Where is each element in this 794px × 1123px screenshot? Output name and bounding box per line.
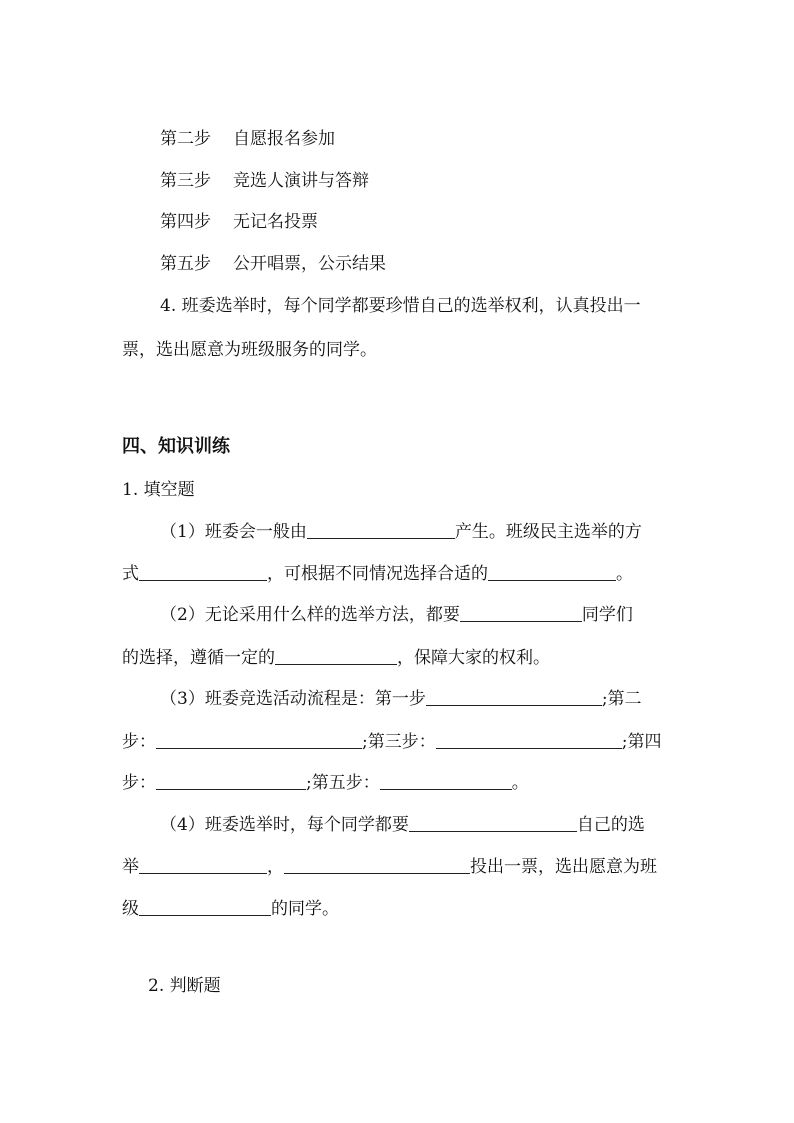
question-text: 式	[122, 564, 139, 584]
question-text: 产生。班级民主选举的方	[454, 522, 642, 542]
answer-blank[interactable]	[156, 773, 306, 790]
subsection-title: 2. 判断题	[148, 976, 221, 996]
paragraph-line: 票，选出愿意为班级服务的同学。	[122, 340, 377, 360]
question-line	[122, 648, 550, 667]
question-text: 。	[511, 773, 529, 793]
step-label: 第二步	[160, 129, 211, 149]
question-text: ，可根据不同情况选择合适的	[267, 564, 488, 584]
answer-blank[interactable]	[307, 522, 455, 539]
question-text: ，保障大家的权利。	[397, 648, 550, 668]
question-text: 投出一票，选出愿意为班	[470, 857, 657, 877]
question-line	[160, 522, 642, 541]
section-heading: 四、知识训练	[122, 436, 230, 457]
question-text: ;第五步：	[306, 773, 380, 793]
answer-blank[interactable]	[488, 564, 616, 581]
question-line	[160, 605, 633, 624]
question-text: ;第二	[601, 689, 642, 709]
question-text: （4）班委选举时，每个同学都要	[160, 815, 409, 835]
question-line	[122, 899, 339, 918]
question-text: 的选择，遵循一定的	[122, 648, 275, 668]
question-text: 同学们	[581, 605, 633, 625]
question-text: 自己的选	[576, 815, 645, 835]
question-text: （3）班委竞选活动流程是：第一步	[160, 689, 426, 709]
answer-blank[interactable]	[409, 815, 577, 832]
paragraph-line: 4. 班委选举时，每个同学都要珍惜自己的选举权利，认真投出一	[160, 296, 641, 316]
step-item	[160, 173, 369, 190]
question-text: 。	[616, 564, 633, 584]
step-item	[160, 131, 335, 148]
question-text: 级	[122, 899, 139, 919]
step-label: 第五步	[160, 254, 211, 274]
question-text: ，	[267, 857, 284, 877]
question-line	[160, 689, 642, 708]
question-text: ;第三步：	[362, 732, 436, 752]
question-text: ;第四	[621, 732, 662, 752]
question-text: 的同学。	[271, 899, 339, 919]
answer-blank[interactable]	[436, 732, 622, 749]
answer-blank[interactable]	[284, 857, 470, 874]
step-label: 第四步	[160, 212, 211, 232]
answer-blank[interactable]	[460, 605, 582, 622]
answer-blank[interactable]	[380, 773, 512, 790]
step-text: 公开唱票，公示结果	[233, 254, 386, 274]
question-line	[122, 857, 657, 876]
question-text: 步：	[122, 773, 156, 793]
question-text: 步：	[122, 732, 156, 752]
question-line	[122, 773, 529, 792]
question-line	[122, 564, 633, 583]
question-text: 举	[122, 857, 139, 877]
question-line	[122, 732, 661, 751]
answer-blank[interactable]	[156, 732, 362, 749]
step-text: 竞选人演讲与答辩	[233, 171, 369, 191]
question-text: （2）无论采用什么样的选举方法，都要	[160, 605, 460, 625]
step-item	[160, 214, 318, 231]
answer-blank[interactable]	[426, 689, 602, 706]
step-text: 自愿报名参加	[233, 129, 335, 149]
subsection-title: 1. 填空题	[122, 480, 195, 500]
answer-blank[interactable]	[139, 899, 271, 916]
step-text: 无记名投票	[233, 212, 318, 232]
answer-blank[interactable]	[139, 564, 267, 581]
step-label: 第三步	[160, 171, 211, 191]
answer-blank[interactable]	[139, 857, 267, 874]
question-line	[160, 815, 645, 834]
answer-blank[interactable]	[275, 648, 397, 665]
step-item	[160, 256, 386, 273]
question-text: （1）班委会一般由	[160, 522, 307, 542]
